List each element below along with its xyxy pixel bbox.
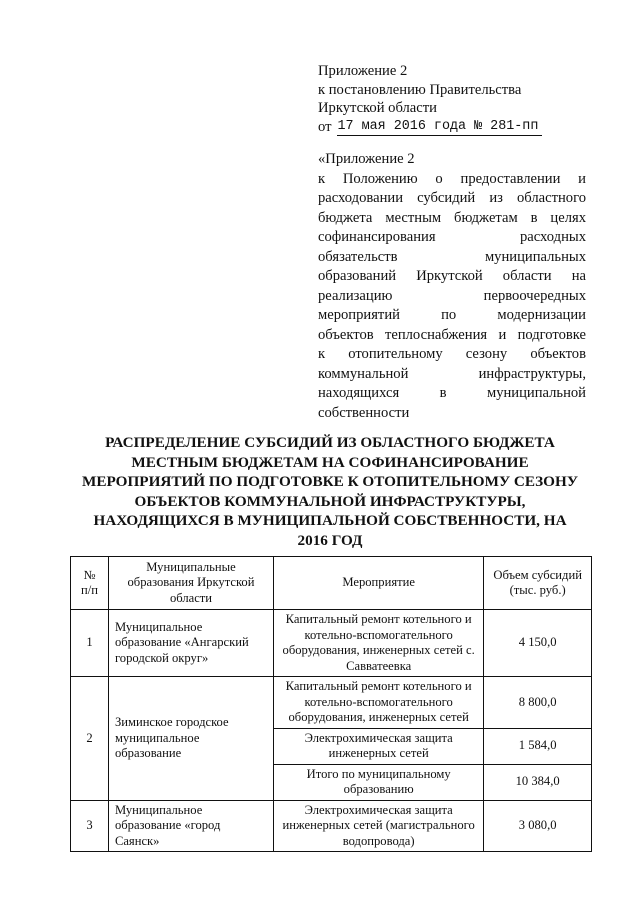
quote-line: обязательств муниципальных: [318, 248, 586, 265]
date-value: 17 мая 2016 года № 281-пп: [337, 119, 542, 136]
quote-line: к Положению о предоставлении и: [318, 170, 586, 187]
appendix-line: к постановлению Правительства: [318, 81, 522, 98]
table-row: [71, 610, 592, 677]
quote-line: расходовании субсидий из областного: [318, 190, 586, 206]
row-event: Капитальный ремонт котельного и котельно-вспомогательного оборудования, инженерных сетей с. Савватеевка: [274, 610, 484, 677]
quote-line: образований Иркутской области на: [318, 268, 586, 284]
header-amount: Объем субсидий (тыс. руб.): [484, 557, 592, 610]
row-total-amount: 10 384,0: [484, 764, 592, 800]
row-number: 3: [71, 800, 109, 852]
row-number: 1: [71, 610, 109, 677]
row-total-label: Итого по муниципальному образованию: [274, 764, 484, 800]
appendix-line: Приложение 2: [318, 63, 408, 79]
row-event: Электрохимическая защита инженерных сетей: [274, 728, 484, 764]
quote-line: софинансирования расходных: [318, 229, 586, 245]
title-line: МЕСТНЫМ БЮДЖЕТАМ НА СОФИНАНСИРОВАНИЕ: [131, 453, 529, 471]
quote-first-line: «Приложение 2: [318, 151, 415, 167]
document-title: [70, 433, 590, 551]
quote-line: объектов теплоснабжения и подготовке: [318, 326, 586, 343]
quoted-appendix-block: [318, 150, 586, 423]
row-municipality: Муниципальное образование «город Саянск»: [108, 800, 273, 852]
row-event: Капитальный ремонт котельного и котельно-вспомогательного оборудования, инженерных сетей: [274, 677, 484, 729]
appendix-line: Иркутской области: [318, 100, 437, 116]
title-line: МЕРОПРИЯТИЙ ПО ПОДГОТОВКЕ К ОТОПИТЕЛЬНОМУ СЕЗОНУ: [82, 473, 578, 491]
title-line: ОБЪЕКТОВ КОММУНАЛЬНОЙ ИНФРАСТРУКТУРЫ,: [134, 492, 526, 510]
subsidy-table: [70, 556, 592, 852]
quote-line: бюджета местным бюджетам в целях: [318, 209, 586, 226]
table-row: [71, 800, 592, 852]
row-number: 2: [71, 677, 109, 801]
quote-line: реализацию первоочередных: [318, 287, 586, 304]
title-line: НАХОДЯЩИХСЯ В МУНИЦИПАЛЬНОЙ СОБСТВЕННОСТИ, НА: [93, 512, 567, 530]
row-amount: 4 150,0: [484, 610, 592, 677]
title-line: РАСПРЕДЕЛЕНИЕ СУБСИДИЙ ИЗ ОБЛАСТНОГО БЮДЖЕТА: [105, 434, 555, 451]
header-event: Мероприятие: [274, 557, 484, 610]
appendix-header: [318, 62, 588, 136]
quote-last-line: собственности: [318, 404, 410, 421]
row-municipality: Зиминское городское муниципальное образование: [108, 677, 273, 801]
quote-line: к отопительному сезону объектов: [318, 346, 586, 362]
title-line: 2016 ГОД: [297, 531, 363, 549]
row-event: Электрохимическая защита инженерных сетей (магистрального водопровода): [274, 800, 484, 852]
table-header-row: [71, 557, 592, 610]
quote-line: мероприятий по модернизации: [318, 307, 586, 323]
quote-line: находящихся в муниципальной: [318, 385, 586, 401]
table-row: [71, 677, 592, 729]
row-amount: 1 584,0: [484, 728, 592, 764]
date-prefix: от: [318, 118, 332, 135]
row-amount: 3 080,0: [484, 800, 592, 852]
quote-line: коммунальной инфраструктуры,: [318, 365, 586, 382]
row-municipality: Муниципальное образование «Ангарский городской округ»: [108, 610, 273, 677]
row-amount: 8 800,0: [484, 677, 592, 729]
header-municipality: Муниципальные образования Иркутской области: [108, 557, 273, 610]
header-number: № п/п: [71, 557, 109, 610]
appendix-date-row: [318, 118, 588, 137]
